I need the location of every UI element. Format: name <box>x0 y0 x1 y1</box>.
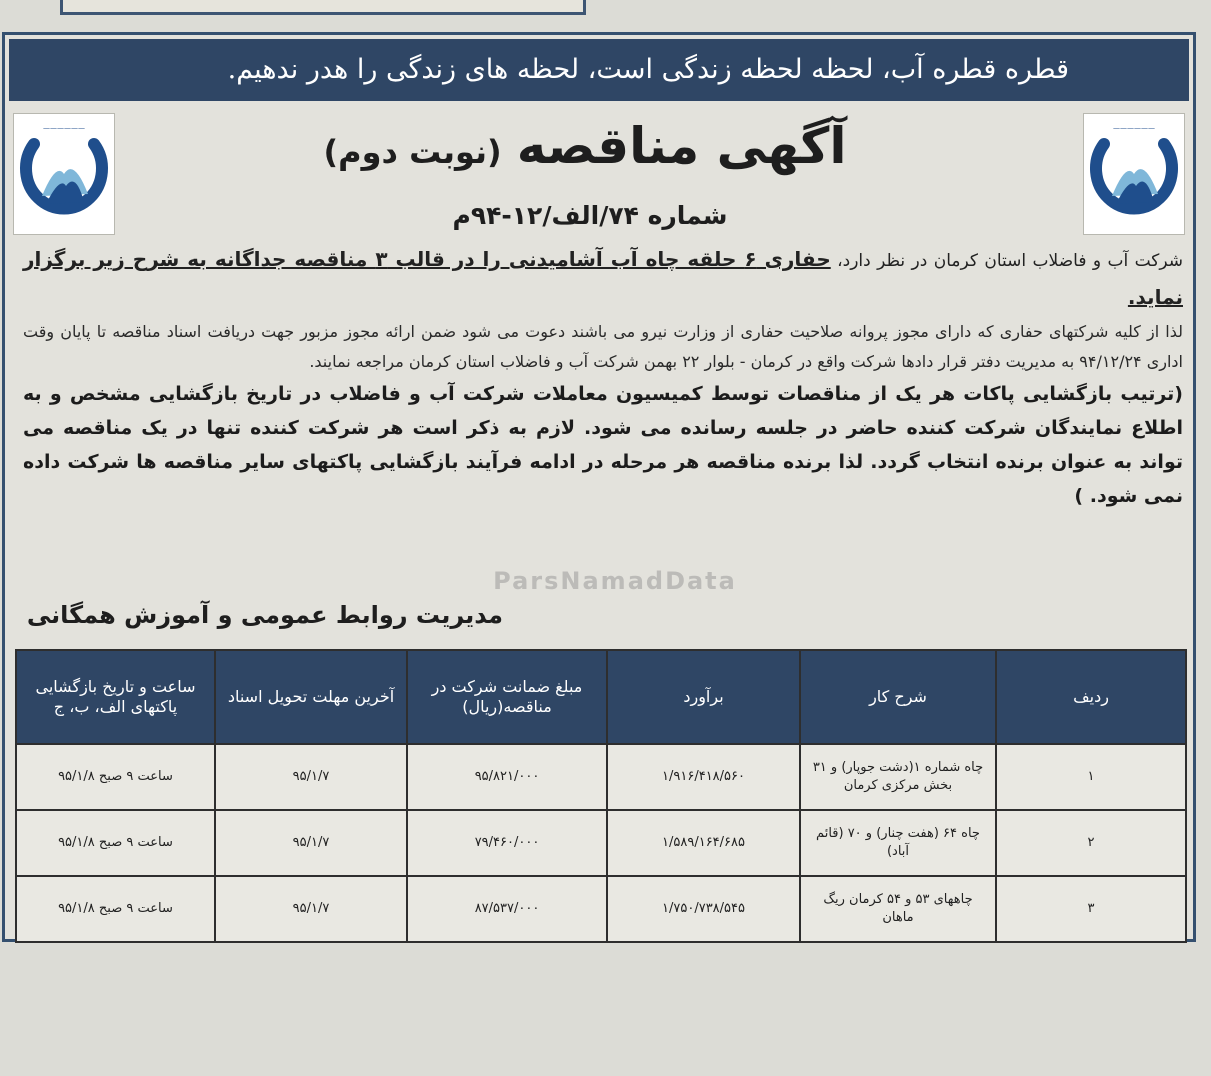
table-cell: ۱/۷۵۰/۷۳۸/۵۴۵ <box>607 876 800 942</box>
table-cell: ۹۵/۱/۷ <box>215 744 407 810</box>
table-cell: ۱/۹۱۶/۴۱۸/۵۶۰ <box>607 744 800 810</box>
svg-text:——————: —————— <box>43 124 85 132</box>
invitation-paragraph: لذا از کلیه شرکتهای حفاری که دارای مجوز پروانه صلاحیت حفاری از وزارت نیرو می باشند دعوت می شود ضمن ارائه مجوز مزبور جهت دریافت اسناد مناقصه تا پایان وقت اداری ۹۴/۱۲/۲۴ به مدیریت دفتر قرار دادها شرکت واقع در کرمان - بلوار ۲۲ بهمن شرکت آب و فاضلاب استان کرمان مراجعه نمایند. <box>23 322 1183 371</box>
table-row <box>16 876 1186 942</box>
slogan-text: قطره قطره آب، لحظه لحظه زندگی است، لحظه های زندگی را هدر ندهیم. <box>227 54 1069 85</box>
title-round: (نوبت دوم) <box>323 133 502 171</box>
column-header: شرح کار <box>800 650 996 744</box>
table-cell: ۹۵/۱/۷ <box>215 876 407 942</box>
table-cell: ساعت ۹ صبح ۹۵/۱/۸ <box>16 810 215 876</box>
tender-table <box>15 649 1187 943</box>
slogan-banner <box>9 39 1189 101</box>
table-cell: ۳ <box>996 876 1186 942</box>
signature: مدیریت روابط عمومی و آموزش همگانی <box>26 601 503 629</box>
table-cell: ۱/۵۸۹/۱۶۴/۶۸۵ <box>607 810 800 876</box>
table-cell: ۲ <box>996 810 1186 876</box>
title-main: آگهی مناقصه <box>516 117 847 175</box>
table-cell: ۹۵/۱/۷ <box>215 810 407 876</box>
table-cell: ۱ <box>996 744 1186 810</box>
column-header: مبلغ ضمانت شرکت در مناقصه(ریال) <box>407 650 607 744</box>
column-header: برآورد <box>607 650 800 744</box>
table-cell: ۹۵/۸۲۱/۰۰۰ <box>407 744 607 810</box>
water-company-logo-icon <box>1083 113 1185 235</box>
intro-paragraph <box>23 241 1183 317</box>
table-row <box>16 810 1186 876</box>
table-cell: ۷۹/۴۶۰/۰۰۰ <box>407 810 607 876</box>
svg-text:——————: —————— <box>1113 124 1155 132</box>
water-company-logo-icon <box>13 113 115 235</box>
ad-body <box>23 241 1183 513</box>
table-cell: چاه ۶۴ (هفت چنار) و ۷۰ (قائم آباد) <box>800 810 996 876</box>
table-cell: ساعت ۹ صبح ۹۵/۱/۸ <box>16 744 215 810</box>
opening-note-paragraph: (ترتیب بازگشایی پاکات هر یک از مناقصات توسط کمیسیون معاملات شرکت آب و فاضلاب در تاریخ بازگشایی مشخص و به اطلاع نمایندگان شرکت کننده حاضر در جلسه رسانده می شود. لازم به ذکر است هر شرکت کننده تنها در یک مناقصه می تواند به عنوان برنده انتخاب گردد. لذا برنده مناقصه هر مرحله در ادامه فرآیند بازگشایی پاکتهای سایر مناقصه ها شرکت داده نمی شود. ) <box>23 383 1183 507</box>
table-cell: چاه شماره ۱(دشت جوپار) و ۳۱ بخش مرکزی کرمان <box>800 744 996 810</box>
intro-emphasis: حفاری ۶ حلقه چاه آب آشامیدنی را در قالب ۳ مناقصه جداگانه به شرح زیر برگزار نماید. <box>23 247 1183 309</box>
top-frame-strip <box>60 0 586 15</box>
table-cell: چاههای ۵۳ و ۵۴ کرمان ریگ ماهان <box>800 876 996 942</box>
ad-title <box>265 117 905 199</box>
table-cell: ۸۷/۵۳۷/۰۰۰ <box>407 876 607 942</box>
table-header-row <box>16 650 1186 744</box>
table-cell: ساعت ۹ صبح ۹۵/۱/۸ <box>16 876 215 942</box>
watermark: ParsNamadData <box>493 567 737 595</box>
tender-number: شماره ۷۴/الف/۱۲-۹۴م <box>452 201 728 230</box>
column-header: ردیف <box>996 650 1186 744</box>
tender-advertisement <box>2 32 1196 942</box>
intro-prefix: شرکت آب و فاضلاب استان کرمان در نظر دارد، <box>837 251 1183 271</box>
column-header: ساعت و تاریخ بازگشایی پاکتهای الف، ب، ج <box>16 650 215 744</box>
column-header: آخرین مهلت تحویل اسناد <box>215 650 407 744</box>
table-row <box>16 744 1186 810</box>
